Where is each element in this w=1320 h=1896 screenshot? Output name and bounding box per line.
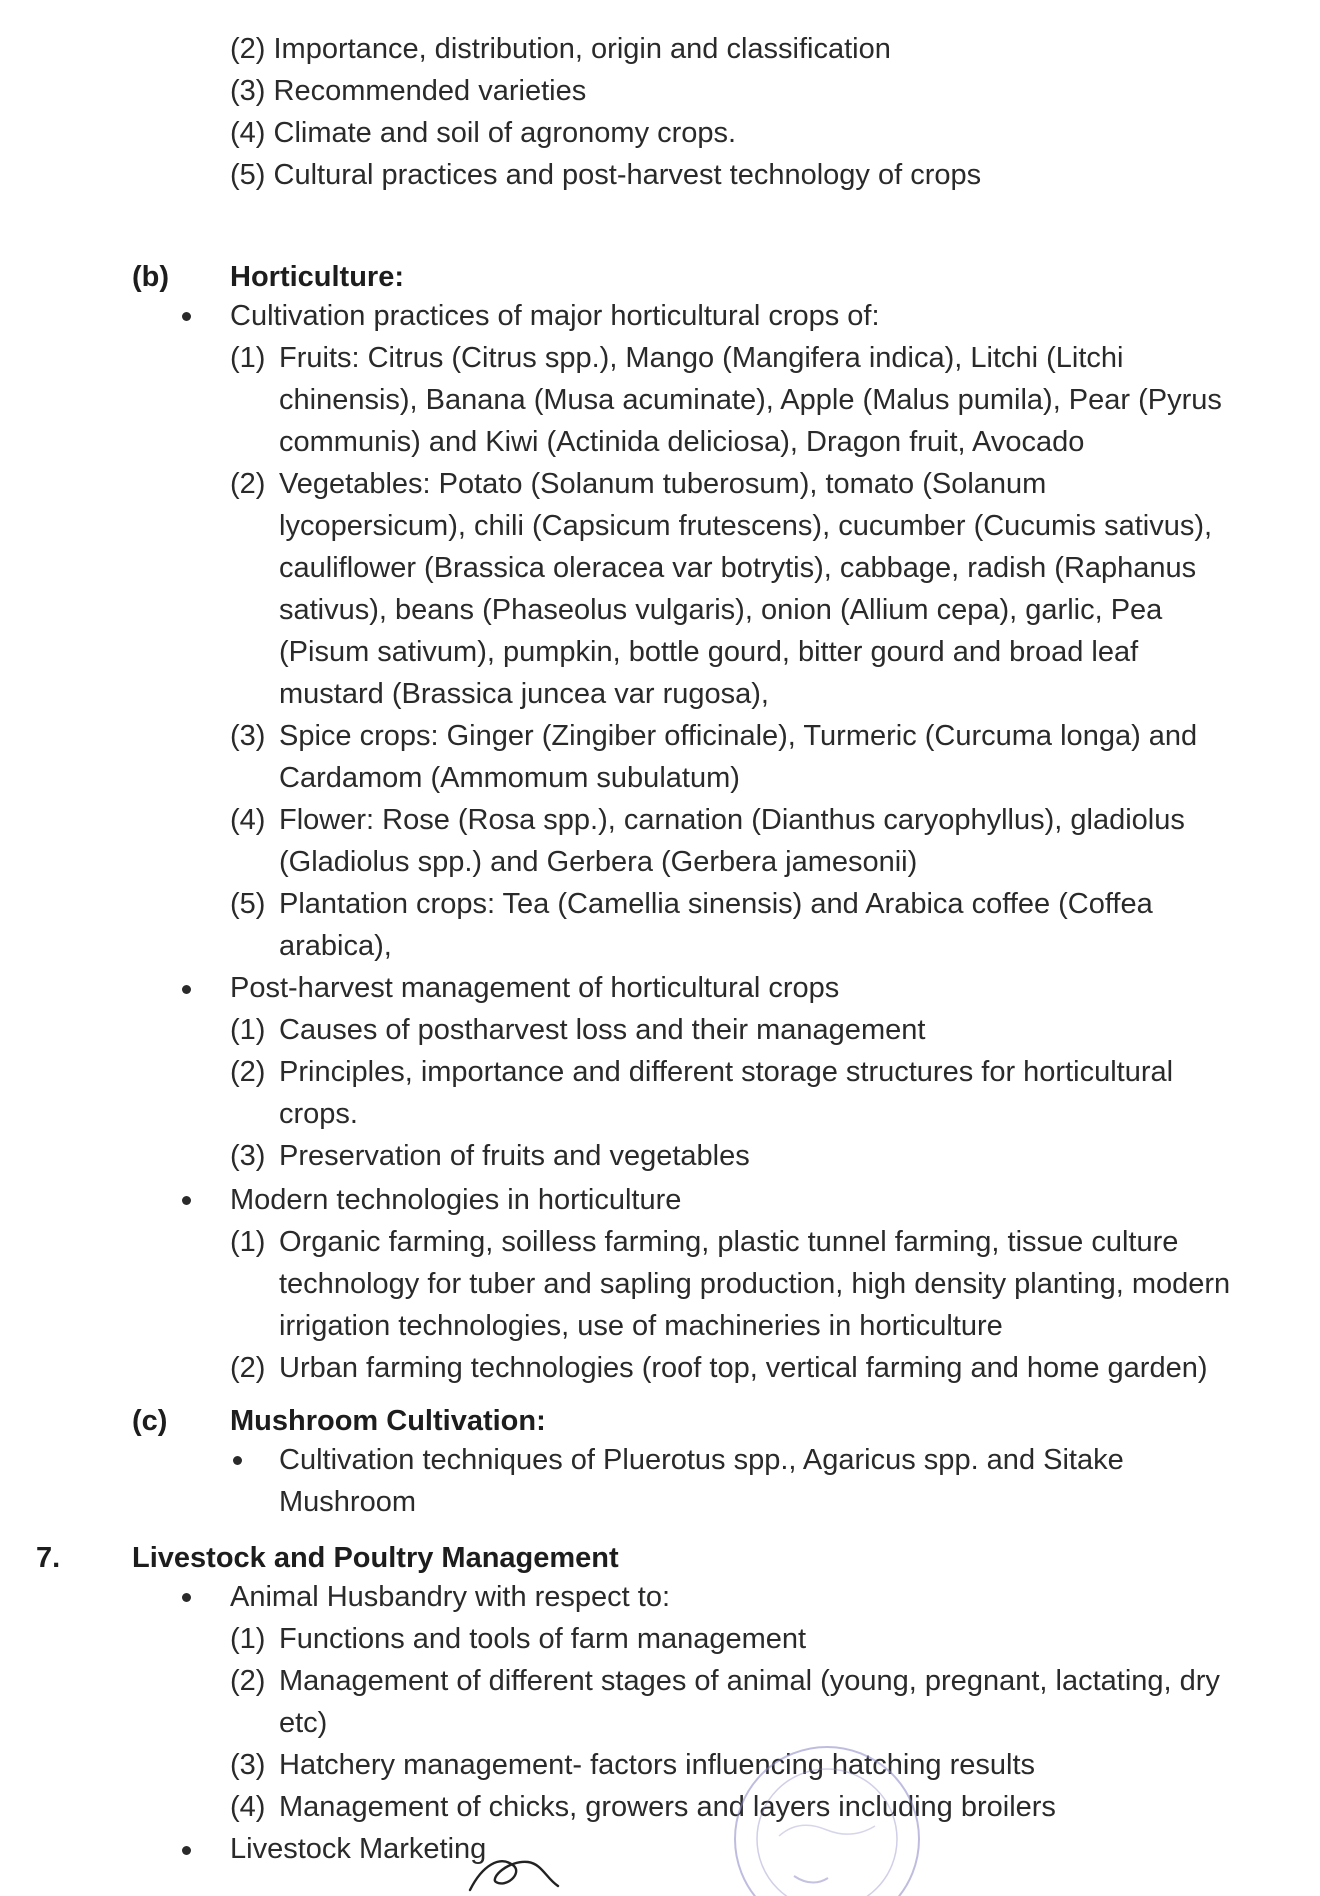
section-b-marker: (b) xyxy=(132,261,170,293)
b1-item2-line: lycopersicum), chili (Capsicum frutescens), cucumber (Cucumis sativus), xyxy=(279,510,1213,542)
b3-item1-line: technology for tuber and sapling production, high density planting, modern xyxy=(279,1268,1231,1300)
c-bullet-line: Mushroom xyxy=(279,1486,416,1518)
s7-item2-line: etc) xyxy=(279,1707,328,1739)
b2-item1-num: (1) xyxy=(230,1014,266,1046)
b1-item3-num: (3) xyxy=(230,720,266,752)
official-seal-stamp xyxy=(724,1736,930,1896)
b1-item2-line: cauliflower (Brassica oleracea var botrytis), cabbage, radish (Raphanus xyxy=(279,552,1197,584)
b1-item2-line: sativus), beans (Phaseolus vulgaris), onion (Allium cepa), garlic, Pea xyxy=(279,594,1163,626)
b1-item5-line: arabica), xyxy=(279,930,392,962)
section-7-heading: Livestock and Poultry Management xyxy=(132,1542,619,1574)
b2-item3-num: (3) xyxy=(230,1140,266,1172)
signature-scribble xyxy=(462,1848,572,1892)
section-7-number: 7. xyxy=(36,1542,61,1574)
s7-item3-line: Hatchery management- factors influencing hatching results xyxy=(279,1749,1035,1781)
s7-item2-num: (2) xyxy=(230,1665,266,1697)
b1-item4-num: (4) xyxy=(230,804,266,836)
top-item-4: (4) Climate and soil of agronomy crops. xyxy=(230,117,737,149)
b-bullet2-text: Post-harvest management of horticultural crops xyxy=(230,972,840,1004)
bullet-dot xyxy=(182,985,191,994)
bullet-dot xyxy=(233,1456,242,1465)
c-bullet-line: Cultivation techniques of Pluerotus spp., Agaricus spp. and Sitake xyxy=(279,1444,1124,1476)
section-c-marker: (c) xyxy=(132,1405,168,1437)
b1-item1-num: (1) xyxy=(230,342,266,374)
s7-item3-num: (3) xyxy=(230,1749,266,1781)
s7-item4-num: (4) xyxy=(230,1791,266,1823)
b2-item2-line: Principles, importance and different storage structures for horticultural xyxy=(279,1056,1174,1088)
b1-item2-line: Vegetables: Potato (Solanum tuberosum), tomato (Solanum xyxy=(279,468,1047,500)
section-b-heading: Horticulture: xyxy=(230,261,404,293)
bullet-dot xyxy=(182,1593,191,1602)
b1-item2-num: (2) xyxy=(230,468,266,500)
b2-item2-line: crops. xyxy=(279,1098,358,1130)
b1-item4-line: Flower: Rose (Rosa spp.), carnation (Dianthus caryophyllus), gladiolus xyxy=(279,804,1185,836)
b1-item3-line: Spice crops: Ginger (Zingiber officinale), Turmeric (Curcuma longa) and xyxy=(279,720,1198,752)
b1-item2-line: mustard (Brassica juncea var rugosa), xyxy=(279,678,769,710)
b2-item2-num: (2) xyxy=(230,1056,266,1088)
bullet-dot xyxy=(182,1846,191,1855)
b1-item3-line: Cardamom (Ammomum subulatum) xyxy=(279,762,740,794)
bullet-dot xyxy=(182,312,191,321)
top-item-3: (3) Recommended varieties xyxy=(230,75,587,107)
s7-bullet2-text: Livestock Marketing xyxy=(230,1833,487,1865)
b1-item4-line: (Gladiolus spp.) and Gerbera (Gerbera jamesonii) xyxy=(279,846,918,878)
b-bullet3-text: Modern technologies in horticulture xyxy=(230,1184,682,1216)
b1-item2-line: (Pisum sativum), pumpkin, bottle gourd, bitter gourd and broad leaf xyxy=(279,636,1139,668)
top-item-5: (5) Cultural practices and post-harvest technology of crops xyxy=(230,159,982,191)
section-c-heading: Mushroom Cultivation: xyxy=(230,1405,546,1437)
b3-item1-num: (1) xyxy=(230,1226,266,1258)
b1-item5-num: (5) xyxy=(230,888,266,920)
b3-item1-line: irrigation technologies, use of machineries in horticulture xyxy=(279,1310,1003,1342)
top-item-2: (2) Importance, distribution, origin and classification xyxy=(230,33,891,65)
s7-item4-line: Management of chicks, growers and layers including broilers xyxy=(279,1791,1056,1823)
s7-item1-num: (1) xyxy=(230,1623,266,1655)
b3-item1-line: Organic farming, soilless farming, plastic tunnel farming, tissue culture xyxy=(279,1226,1179,1258)
b3-item2-num: (2) xyxy=(230,1352,266,1384)
s7-item1-line: Functions and tools of farm management xyxy=(279,1623,807,1655)
s7-item2-line: Management of different stages of animal (young, pregnant, lactating, dry xyxy=(279,1665,1220,1697)
bullet-dot xyxy=(182,1196,191,1205)
b1-item1-line: chinensis), Banana (Musa acuminate), Apple (Malus pumila), Pear (Pyrus xyxy=(279,384,1222,416)
s7-bullet1-text: Animal Husbandry with respect to: xyxy=(230,1581,671,1613)
b2-item1-line: Causes of postharvest loss and their management xyxy=(279,1014,926,1046)
b1-item1-line: Fruits: Citrus (Citrus spp.), Mango (Mangifera indica), Litchi (Litchi xyxy=(279,342,1124,374)
b1-item1-line: communis) and Kiwi (Actinida deliciosa), Dragon fruit, Avocado xyxy=(279,426,1085,458)
b3-item2-line: Urban farming technologies (roof top, vertical farming and home garden) xyxy=(279,1352,1208,1384)
b2-item3-line: Preservation of fruits and vegetables xyxy=(279,1140,750,1172)
b-bullet1-text: Cultivation practices of major horticultural crops of: xyxy=(230,300,880,332)
b1-item5-line: Plantation crops: Tea (Camellia sinensis) and Arabica coffee (Coffea xyxy=(279,888,1153,920)
